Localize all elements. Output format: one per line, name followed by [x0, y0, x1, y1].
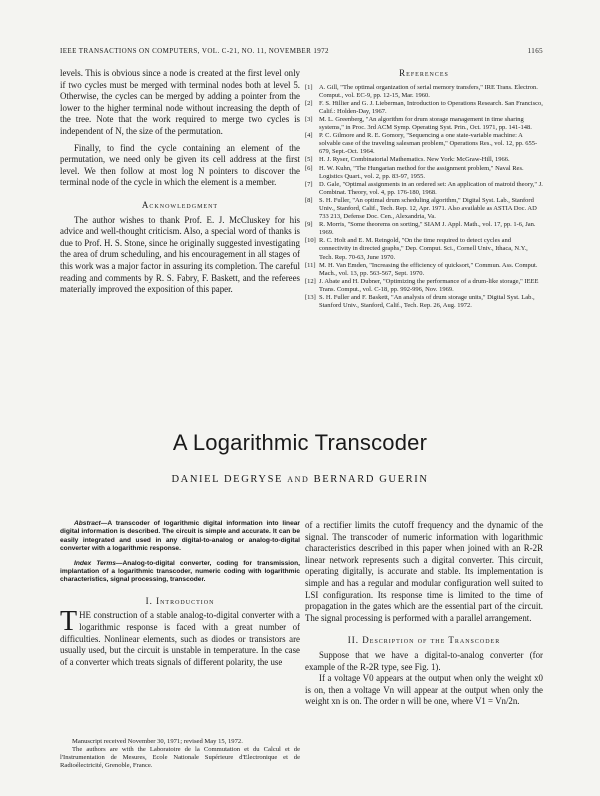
- reference-text: S. H. Fuller and F. Baskett, "An analysis of drum storage units," Digital Syst. Lab., Stanford Univ., Stanford, Calif., Tech. Rep. 26, Aug. 1972.: [319, 294, 535, 310]
- reference-number: [13]: [305, 294, 316, 302]
- references-column: [305, 68, 543, 310]
- page-number: 1165: [527, 47, 543, 55]
- reference-number: [8]: [305, 196, 313, 204]
- reference-text: H. J. Ryser, Combinatorial Mathematics. New York: McGraw-Hill, 1966.: [319, 156, 510, 164]
- manuscript-footnote: [60, 738, 300, 770]
- reference-number: [12]: [305, 277, 316, 285]
- journal-citation: IEEE TRANSACTIONS ON COMPUTERS, VOL. C-21, NO. 11, NOVEMBER 1972: [60, 47, 329, 55]
- body-paragraph: of a rectifier limits the cutoff frequency and the dynamic of the signal. The transcoder of numeric information with logarithmic characteristics described in this paper when joined with an R-2R linear network represents such a digital converter. This circuit, operating digitally, is accurate and stable. Its implementation is simple and has a regular and modular configuration well suited to LSI configuration. Its response time is limited to the time of propagation in the gates which are the essential part of the circuit. The signal processing is performed with a parallel arrangement.: [305, 520, 543, 623]
- reference-number: [11]: [305, 261, 316, 269]
- reference-item: [305, 84, 543, 100]
- acknowledgment-heading: Acknowledgment: [141, 199, 219, 210]
- author-name: BERNARD GUERIN: [313, 474, 429, 485]
- body-paragraph: levels. This is obvious since a node is created at the first level only if two cycles must be merged with terminal nodes both at level 5. Otherwise, the cycles can be merged by adding a pointer from the lower to the higher terminal node without increasing the depth of the tree. Note that the work required to merge two cycles is independent of N, the size of the permutation.: [60, 68, 300, 136]
- previous-article-left-column: [60, 68, 300, 296]
- author-conjunction: AND: [287, 475, 310, 484]
- reference-text: H. W. Kuhn, "The Hungarian method for the assignment problem," Naval Res. Logistics Quart., vol. 2, pp. 83-97, 1955.: [319, 164, 524, 180]
- introduction-heading: I. Introduction: [145, 595, 215, 606]
- reference-text: D. Gale, "Optimal assignments in an ordered set: An application of matroid theory," J. Combinat. Theory, vol. 4, pp. 176-180, 1968.: [319, 180, 543, 196]
- reference-text: S. H. Fuller, "An optimal drum scheduling algorithm," Digital Syst. Lab., Stanford Univ., Stanford, Calif., Tech. Rep. 12, Apr. 1971. Also available as ASTIA Doc. AD 733 213, Defense Doc. Cen., Alexandria, Va.: [319, 196, 537, 221]
- article-title: A Logarithmic Transcoder: [172, 430, 428, 455]
- abstract-label: Abstract: [74, 520, 101, 527]
- reference-text: M. L. Greenberg, "An algorithm for drum storage management in time sharing systems," in Proc. 3rd ACM Symp. Operating Syst. Prin., Oct. 1971, pp. 141-148.: [319, 115, 532, 132]
- reference-number: [1]: [305, 83, 313, 91]
- acknowledgment-text: The author wishes to thank Prof. E. J. McCluskey for his advice and well-thought criticism. Also, a special word of thanks is due to Prof. H. S. Stone, since he originally suggested investigating the area of drum scheduling, and his encouragement in all stages of this work was a major factor in assuring its completion. The careful reading and comments by R. S. Fabry, F. Baskett, and the referees materially improved the exposition of this paper.: [60, 214, 300, 295]
- references-list: [305, 84, 543, 311]
- reference-number: [10]: [305, 237, 316, 245]
- reference-item: [305, 165, 543, 181]
- reference-text: R. Morris, "Some theorems on sorting," SIAM J. Appl. Math., vol. 17, pp. 1-6, Jan. 1969.: [319, 221, 536, 237]
- reference-item: [305, 278, 543, 294]
- index-terms-label: Index Terms: [74, 559, 116, 567]
- reference-item: [305, 156, 543, 164]
- reference-text: J. Abate and H. Dubner, "Optimizing the performance of a drum-like storage," IEEE Trans. Comput., vol. C-18, pp. 992-996, Nov. 1969.: [319, 277, 539, 293]
- running-head: [60, 47, 543, 55]
- reference-item: [305, 237, 543, 261]
- reference-item: [305, 262, 543, 278]
- reference-text: A. Gill, "The optimal organization of serial memory transfers," IRE Trans. Electron. Comput., vol. EC-9, pp. 12-15, Mar. 1960.: [319, 83, 538, 99]
- reference-number: [5]: [305, 156, 313, 164]
- reference-text: P. C. Gilmore and R. E. Gomory, "Sequencing a one state-variable machine: A solvable case of the traveling salesman problem," Operations Res., vol. 12, pp. 655-679, Sept.-Oct. 1964.: [319, 132, 538, 156]
- reference-number: [6]: [305, 164, 313, 172]
- author-name: DANIEL DEGRYSE: [171, 474, 284, 485]
- body-paragraph: Suppose that we have a digital-to-analog converter (for example of the R-2R type, see Fig. 1).: [305, 649, 543, 672]
- reference-number: [7]: [305, 180, 313, 188]
- reference-text: R. C. Holt and E. M. Reingold, "On the time required to detect cycles and connectivity in directed graphs," Dep. Comput. Sci., Cornell Univ., Ithaca, N.Y., Tech. Rep. 70-63, June 1970.: [319, 237, 528, 261]
- footnote-received: Manuscript received November 30, 1971; revised May 15, 1972.: [72, 738, 243, 745]
- article-left-column: [60, 520, 300, 668]
- reference-text: M. H. Van Emden, "Increasing the efficiency of quicksort," Commun. Ass. Comput. Mach., vol. 13, pp. 563-567, Sept. 1970.: [319, 261, 538, 277]
- reference-item: [305, 132, 543, 156]
- reference-item: [305, 197, 543, 221]
- abstract: [60, 520, 300, 554]
- article-right-column: [305, 520, 543, 708]
- body-paragraph: Finally, to find the cycle containing an element of the permutation, we need only be given its cell address at the first level. We then follow at most log N pointers to discover the terminal node of the cycle in which the element is a member.: [60, 142, 300, 188]
- section-two-heading: II. Description of the Transcoder: [347, 635, 501, 646]
- reference-item: [305, 116, 543, 132]
- reference-item: [305, 181, 543, 197]
- reference-number: [3]: [305, 115, 313, 123]
- reference-number: [4]: [305, 132, 313, 140]
- index-terms: [60, 560, 300, 585]
- reference-text: F. S. Hillier and G. J. Lieberman, Introduction to Operations Research. San Francisco, Calif.: Holden-Day, 1967.: [319, 99, 543, 115]
- reference-item: [305, 294, 543, 310]
- reference-number: [2]: [305, 99, 313, 107]
- references-heading: References: [399, 68, 449, 78]
- body-paragraph: If a voltage V0 appears at the output when only the weight x0 is on, then a voltage Vn will appear at the output when only the weight xn is on. The order n will be one, where V1 = Vn/2n.: [305, 673, 543, 707]
- reference-number: [9]: [305, 221, 313, 229]
- reference-item: [305, 221, 543, 237]
- article-authors: [0, 474, 600, 485]
- index-terms-text: —Analog-to-digital converter, coding for transmission, implantation of a logarithmic transcoder, numeric coding with logarithmic characteristics, signal processing, transcoder.: [60, 559, 300, 584]
- reference-item: [305, 100, 543, 116]
- introduction-text: THE construction of a stable analog-to-digital converter with a logarithmic response is faced with a great number of difficulties. Nonlinear elements, such as diodes or transistors are usually used, but the circuit is unstable in temperature. In the case of a converter which treats signals of different polarity, the use: [60, 606, 300, 667]
- footnote-affiliation: The authors are with the Laboratoire de la Commutation et du Calcul et de l'Instrumentation de Mesures, Ecole Nationale Supérieure d'Electronique et de Radioélectricité, Grenoble, France.: [60, 746, 300, 769]
- abstract-text: —A transcoder of logarithmic digital information into linear digital information is described. The circuit is simple and accurate. It can be easily integrated and used in any digital-to-analog or analog-to-digital converter with a logarithmic response.: [60, 520, 300, 553]
